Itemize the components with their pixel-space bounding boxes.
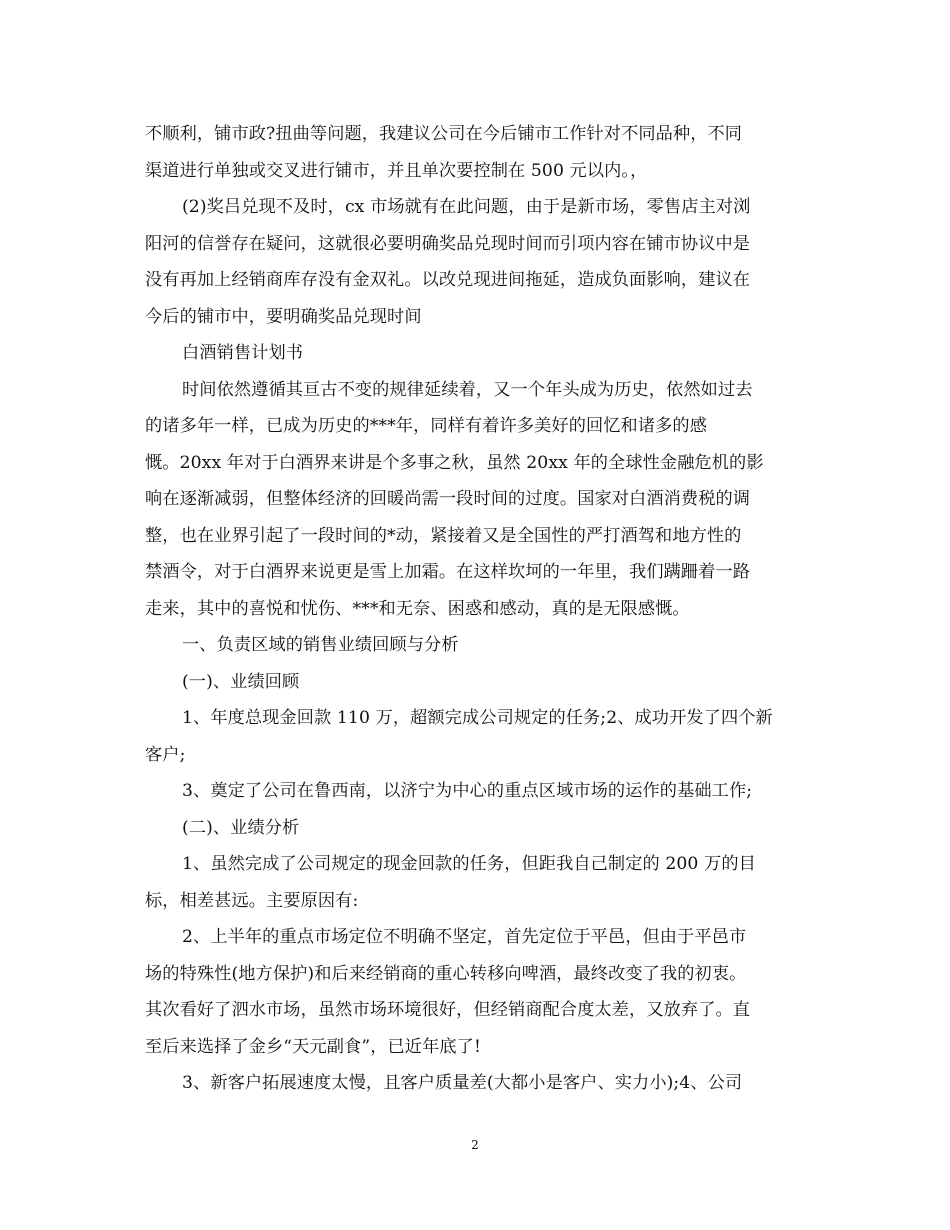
text-line: 阳河的信誉存在疑问，这就很必要明确奖品兑现时间而引项内容在铺市协议中是 — [145, 233, 751, 254]
text-line: (一)、业绩回顾 — [182, 671, 300, 692]
text-line: 客户; — [145, 744, 186, 765]
text-line: 场的特殊性(地方保护)和后来经销商的重心转移向啤酒，最终改变了我的初衷。 — [145, 963, 747, 984]
text-line: 渠道进行单独或交叉进行铺市，并且单次要控制在 500 元以内。， — [145, 160, 648, 181]
text-line: 走来，其中的喜悦和忧伤、***和无奈、困惑和感动，真的是无限感慨。 — [145, 598, 690, 619]
text-line: 白酒销售计划书 — [182, 343, 304, 363]
text-line: 不顺利，铺市政?扭曲等问题，我建议公司在今后铺市工作针对不同品种，不同 — [145, 124, 743, 144]
text-line: 今后的铺市中，要明确奖品兑现时间 — [145, 306, 422, 327]
text-line: 整，也在业界引起了一段时间的*动，紧接着又是全国性的严打酒驾和地方性的 — [145, 525, 742, 546]
text-line: (二)、业绩分析 — [182, 817, 300, 838]
text-line: 没有再加上经销商库存没有金双礼。以改兑现进间拖延，造成负面影响，建议在 — [145, 270, 751, 290]
text-line: 慨。20xx 年对于白酒界来讲是个多事之秋，虽然 20xx 年的全球性金融危机的影 — [145, 452, 764, 473]
text-line: 标，相差甚远。主要原因有: — [145, 890, 359, 911]
text-line: 响在逐渐减弱，但整体经济的回暖尚需一段时间的过度。国家对白酒消费税的调 — [145, 489, 751, 509]
text-line: 一、负责区域的销售业绩回顾与分析 — [182, 635, 459, 655]
text-line: 至后来选择了金乡“天元副食”，已近年底了! — [145, 1036, 481, 1057]
text-line: 其次看好了泗水市场，虽然市场环境很好，但经销商配合度太差，又放弃了。直 — [145, 1000, 751, 1020]
document-body — [145, 116, 810, 1102]
text-line: 3、奠定了公司在鲁西南，以济宁为中心的重点区域市场的运作的基础工作; — [182, 781, 753, 801]
text-line: (2)奖吕兑现不及时，cx 市场就有在此问题，由于是新市场，零售店主对浏 — [182, 197, 751, 217]
text-line: 时间依然遵循其亘古不变的规律延续着，又一个年头成为历史，依然如过去 — [182, 379, 753, 400]
page-number: 2 — [471, 1138, 479, 1152]
text-line: 3、新客户拓展速度太慢，且客户质量差(大都小是客户、实力小);4、公司 — [182, 1073, 743, 1093]
text-line: 2、上半年的重点市场定位不明确不坚定，首先定位于平邑，但由于平邑市 — [182, 927, 747, 947]
text-line: 1、虽然完成了公司规定的现金回款的任务，但距我自己制定的 200 万的目 — [182, 854, 756, 874]
text-line: 的诸多年一样，已成为历史的***年，同样有着许多美好的回忆和诸多的感 — [145, 416, 707, 436]
text-line: 1、年度总现金回款 110 万，超额完成公司规定的任务;2、成功开发了四个新 — [182, 708, 773, 728]
text-line: 禁酒令，对于白酒界来说更是雪上加霜。在这样坎坷的一年里，我们蹒跚着一路 — [145, 562, 751, 582]
